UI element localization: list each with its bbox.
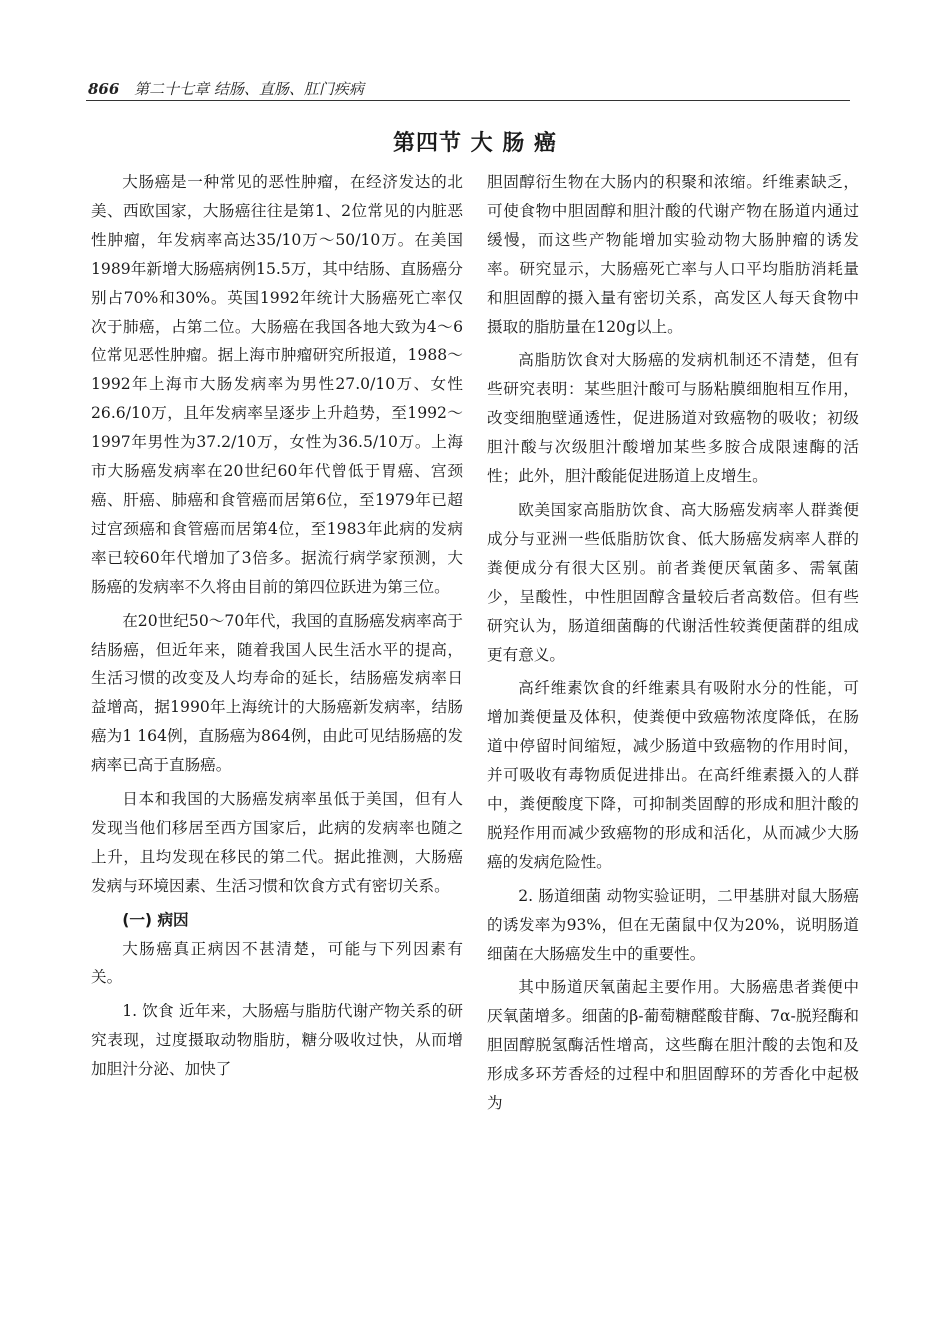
paragraph: 大肠癌是一种常见的恶性肿瘤，在经济发达的北美、西欧国家，大肠癌往往是第1、2位常见的内脏恶性肿瘤，年发病率高达35/10万～50/10万。在美国1989年新增大肠癌病例15.5万，其中结肠、直肠癌分别占70%和30%。英国1992年统计大肠癌死亡率仅次于肺癌，占第二位。大肠癌在我国各地大致为4～6位常见恶性肿瘤。据上海市肿瘤研究所报道，1988～1992年上海市大肠发病率为男性27.0/10万、女性26.6/10万，且年发病率呈逐步上升趋势，至1992～1997年男性为37.2/10万，女性为36.5/10万。上海市大肠癌发病率在20世纪60年代曾低于胃癌、宫颈癌、肝癌、肺癌和食管癌而居第6位，至1979年已超过宫颈癌和食管癌而居第4位，至1983年此病的发病率已较60年代增加了3倍多。据流行病学家预测，大肠癌的发病率不久将由目前的第四位跃进为第三位。	[91, 173, 463, 596]
paragraph: 欧美国家高脂肪饮食、高大肠癌发病率人群粪便成分与亚洲一些低脂肪饮食、低大肠癌发病率人群的粪便成分有很大区别。前者粪便厌氧菌多、需氧菌少，呈酸性，中性胆固醇含量较后者高数倍。但有些研究认为，肠道细菌酶的代谢活性较粪便菌群的组成更有意义。	[487, 500, 859, 664]
paragraph: 大肠癌真正病因不甚清楚，可能与下列因素有关。	[91, 939, 463, 987]
paragraph: 高纤维素饮食的纤维素具有吸附水分的性能，可增加粪便量及体积，使粪便中致癌物浓度降低，在肠道中停留时间缩短，减少肠道中致癌物的作用时间，并可吸收有毒物质促进排出。在高纤维素摄入的人群中，粪便酸度下降，可抑制类固醇的形成和胆汁酸的脱羟作用而减少致癌物的形成和活化，从而减少大肠癌的发病危险性。	[487, 679, 859, 871]
paragraph: 胆固醇衍生物在大肠内的积聚和浓缩。纤维素缺乏，可使食物中胆固醇和胆汁酸的代谢产物在肠道内通过缓慢，而这些产物能增加实验动物大肠肿瘤的诱发率。研究显示，大肠癌死亡率与人口平均脂肪消耗量和胆固醇的摄入量有密切关系，高发区人每天食物中摄取的脂肪量在120g以上。	[487, 173, 859, 336]
chapter-title: 第二十七章 结肠、直肠、肛门疾病	[134, 80, 364, 98]
paragraph: 高脂肪饮食对大肠癌的发病机制还不清楚，但有些研究表明：某些胆汁酸可与肠粘膜细胞相互作用，改变细胞壁通透性，促进肠道对致癌物的吸收；初级胆汁酸与次级胆汁酸增加某些多胺合成限速酶的活性；此外，胆汁酸能促进肠道上皮增生。	[487, 351, 859, 486]
header-rule	[86, 100, 850, 101]
running-header	[88, 78, 848, 99]
paragraph: 在20世纪50～70年代，我国的直肠癌发病率高于结肠癌，但近年来，随着我国人民生活水平的提高，生活习惯的改变及人均寿命的延长，结肠癌发病率日益增高，据1990年上海统计的大肠癌新发病率，结肠癌为1 164例，直肠癌为864例，由此可见结肠癌的发病率已高于直肠癌。	[91, 611, 463, 775]
paragraph: 1. 饮食 近年来，大肠癌与脂肪代谢产物关系的研究表现，过度摄取动物脂肪，糖分吸收过快，从而增加胆汁分泌、加快了	[91, 1002, 463, 1079]
paragraph: 其中肠道厌氧菌起主要作用。大肠癌患者粪便中厌氧菌增多。细菌的β-葡萄糖醛酸苷酶、7α-脱羟酶和胆固醇脱氢酶活性增高，这些酶在胆汁酸的去饱和及形成多环芳香烃的过程中和胆固醇环的芳香化中起极为	[487, 978, 859, 1113]
section-title: 第四节 大 肠 癌	[393, 131, 557, 156]
subsection-heading: (一) 病因	[122, 910, 189, 929]
left-column	[91, 168, 463, 1089]
page-number: 866	[88, 80, 120, 98]
right-column	[487, 168, 859, 1123]
paragraph: 2. 肠道细菌 动物实验证明，二甲基肼对鼠大肠癌的诱发率为93%，但在无菌鼠中仅为20%，说明肠道细菌在大肠癌发生中的重要性。	[487, 886, 859, 963]
paragraph: 日本和我国的大肠癌发病率虽低于美国，但有人发现当他们移居至西方国家后，此病的发病率也随之上升，且均发现在移民的第二代。据此推测，大肠癌发病与环境因素、生活习惯和饮食方式有密切关系。	[91, 790, 463, 895]
